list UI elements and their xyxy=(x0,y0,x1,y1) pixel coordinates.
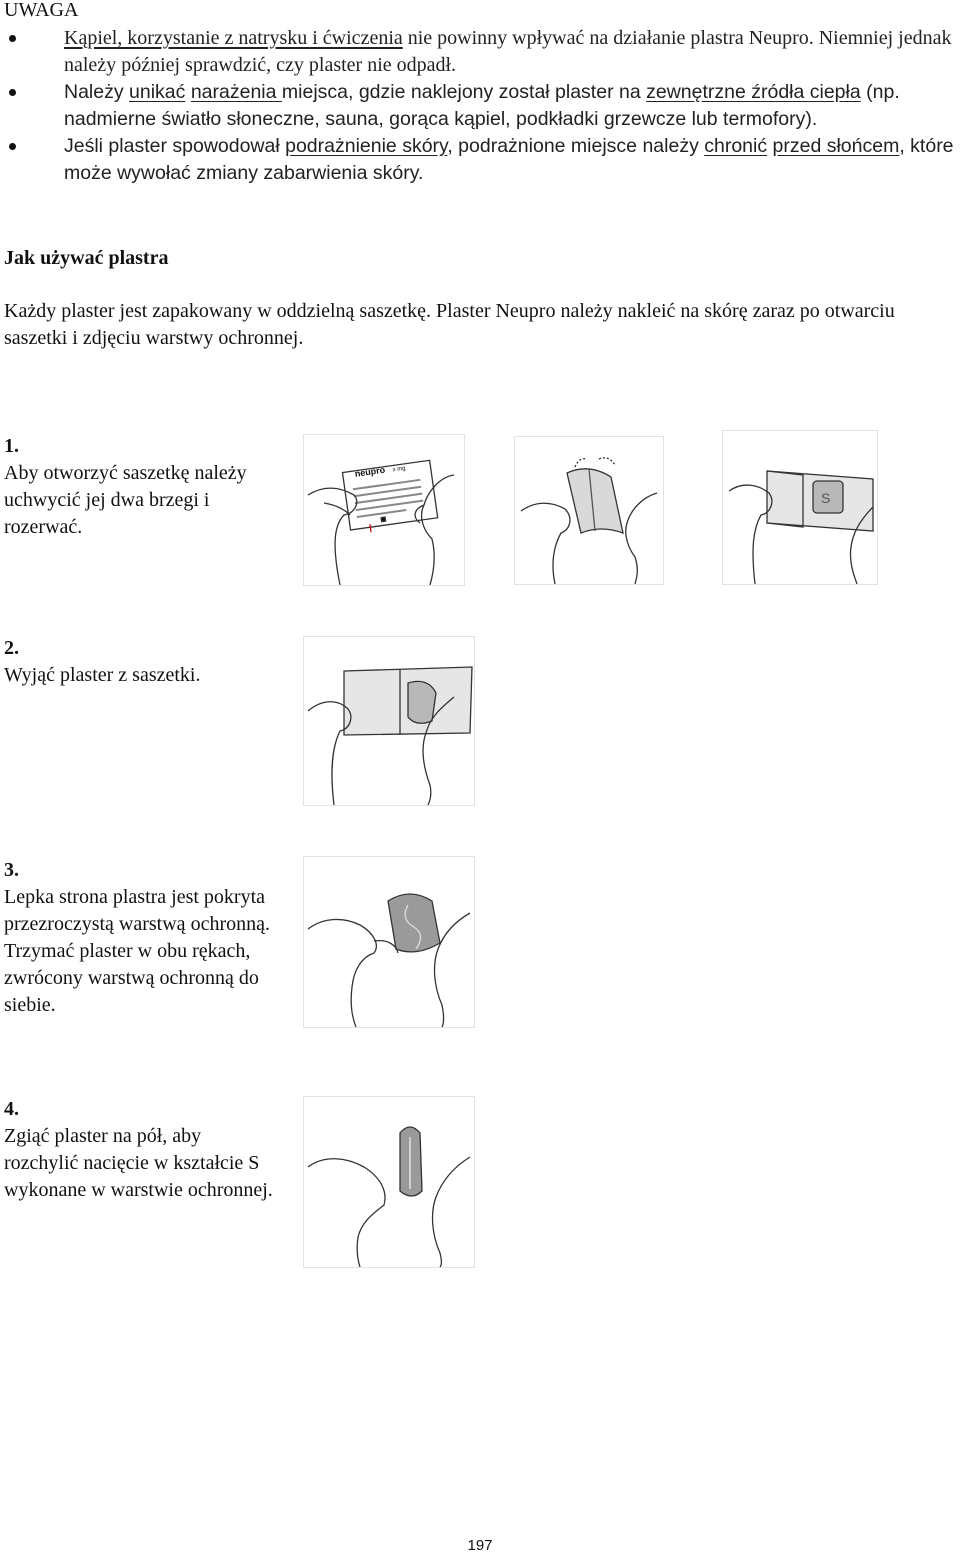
hands-opened-sachet-image xyxy=(723,431,877,584)
underlined-text: narażenia xyxy=(190,81,282,103)
warning-bullet xyxy=(0,25,956,79)
bullet-dot xyxy=(9,143,16,150)
warning-bullet xyxy=(0,133,956,187)
step-number: 1. xyxy=(4,435,19,457)
svg-text:S: S xyxy=(821,490,831,506)
bullet-text: miejsca, gdzie naklejony został plaster na xyxy=(281,81,647,103)
illustration-tear-sachet xyxy=(514,436,664,585)
step-number: 3. xyxy=(4,859,19,881)
bullet-text: Jeśli plaster spowodował xyxy=(64,135,286,157)
step-1 xyxy=(4,433,274,541)
step-2 xyxy=(4,635,274,689)
illustration-remove-patch xyxy=(303,636,475,806)
hands-removing-patch-image xyxy=(304,637,474,805)
underlined-text: zewnętrzne źródła ciepła xyxy=(646,81,861,103)
warning-title: UWAGA xyxy=(4,0,79,21)
step-text: Lepka strona plastra jest pokryta przezroczystą warstwą ochronną. Trzymać plaster w obu rękach, zwrócony warstwą ochronną do siebie. xyxy=(4,886,270,1016)
section-intro: Każdy plaster jest zapakowany w oddzielną saszetkę. Plaster Neupro należy nakleić na skórę zaraz po otwarciu saszetki i zdjęciu warstwy ochronnej. xyxy=(4,300,895,349)
warning-bullet xyxy=(0,79,956,133)
step-4 xyxy=(4,1096,274,1204)
underlined-text: Kąpiel, korzystanie z natrysku i ćwiczenia xyxy=(64,27,403,49)
hands-tearing-sachet-image xyxy=(515,437,663,584)
bullet-text: nie powinny wpływać na działanie plastra Neupro. Niemniej jednak należy później sprawdzić, czy plaster nie odpadł. xyxy=(64,27,952,76)
svg-text:x mg: x mg xyxy=(392,465,406,474)
hands-holding-patch-image xyxy=(304,857,474,1027)
underlined-text: unikać xyxy=(129,81,186,103)
step-text: Wyjąć plaster z saszetki. xyxy=(4,664,201,686)
underlined-text: podrażnienie skóry xyxy=(285,135,448,157)
svg-text:neupro: neupro xyxy=(354,464,386,479)
step-text: Zgiąć plaster na pół, aby rozchylić nacięcie w kształcie S wykonane w warstwie ochronnej. xyxy=(4,1125,273,1201)
illustration-sachet-opened xyxy=(722,430,878,585)
step-number: 2. xyxy=(4,637,19,659)
step-text: Aby otworzyć saszetkę należy uchwycić jej dwa brzegi i rozerwać. xyxy=(4,462,247,538)
bullet-text: Należy xyxy=(64,81,130,103)
bullet-dot xyxy=(9,35,16,42)
underlined-text: chronić xyxy=(704,135,768,157)
underlined-text: przed słońcem xyxy=(772,135,900,157)
page-number: 197 xyxy=(467,1537,493,1554)
warning-list xyxy=(0,25,956,187)
step-3 xyxy=(4,857,274,1019)
section-title: Jak używać plastra xyxy=(4,247,169,269)
step-number: 4. xyxy=(4,1098,19,1120)
bullet-text: , które może wywołać zmiany zabarwienia skóry. xyxy=(64,135,954,184)
illustration-fold-patch xyxy=(303,1096,475,1268)
illustration-open-sachet xyxy=(303,434,465,586)
bullet-text: , podrażnione miejsce należy xyxy=(447,135,705,157)
bullet-text: (np. nadmierne światło słoneczne, sauna, gorąca kąpiel, podkładki grzewcze lub termofory). xyxy=(64,81,900,130)
hands-holding-sachet-image xyxy=(304,435,464,585)
illustration-hold-patch xyxy=(303,856,475,1028)
bullet-dot xyxy=(9,89,16,96)
hands-folding-patch-image xyxy=(304,1097,474,1267)
